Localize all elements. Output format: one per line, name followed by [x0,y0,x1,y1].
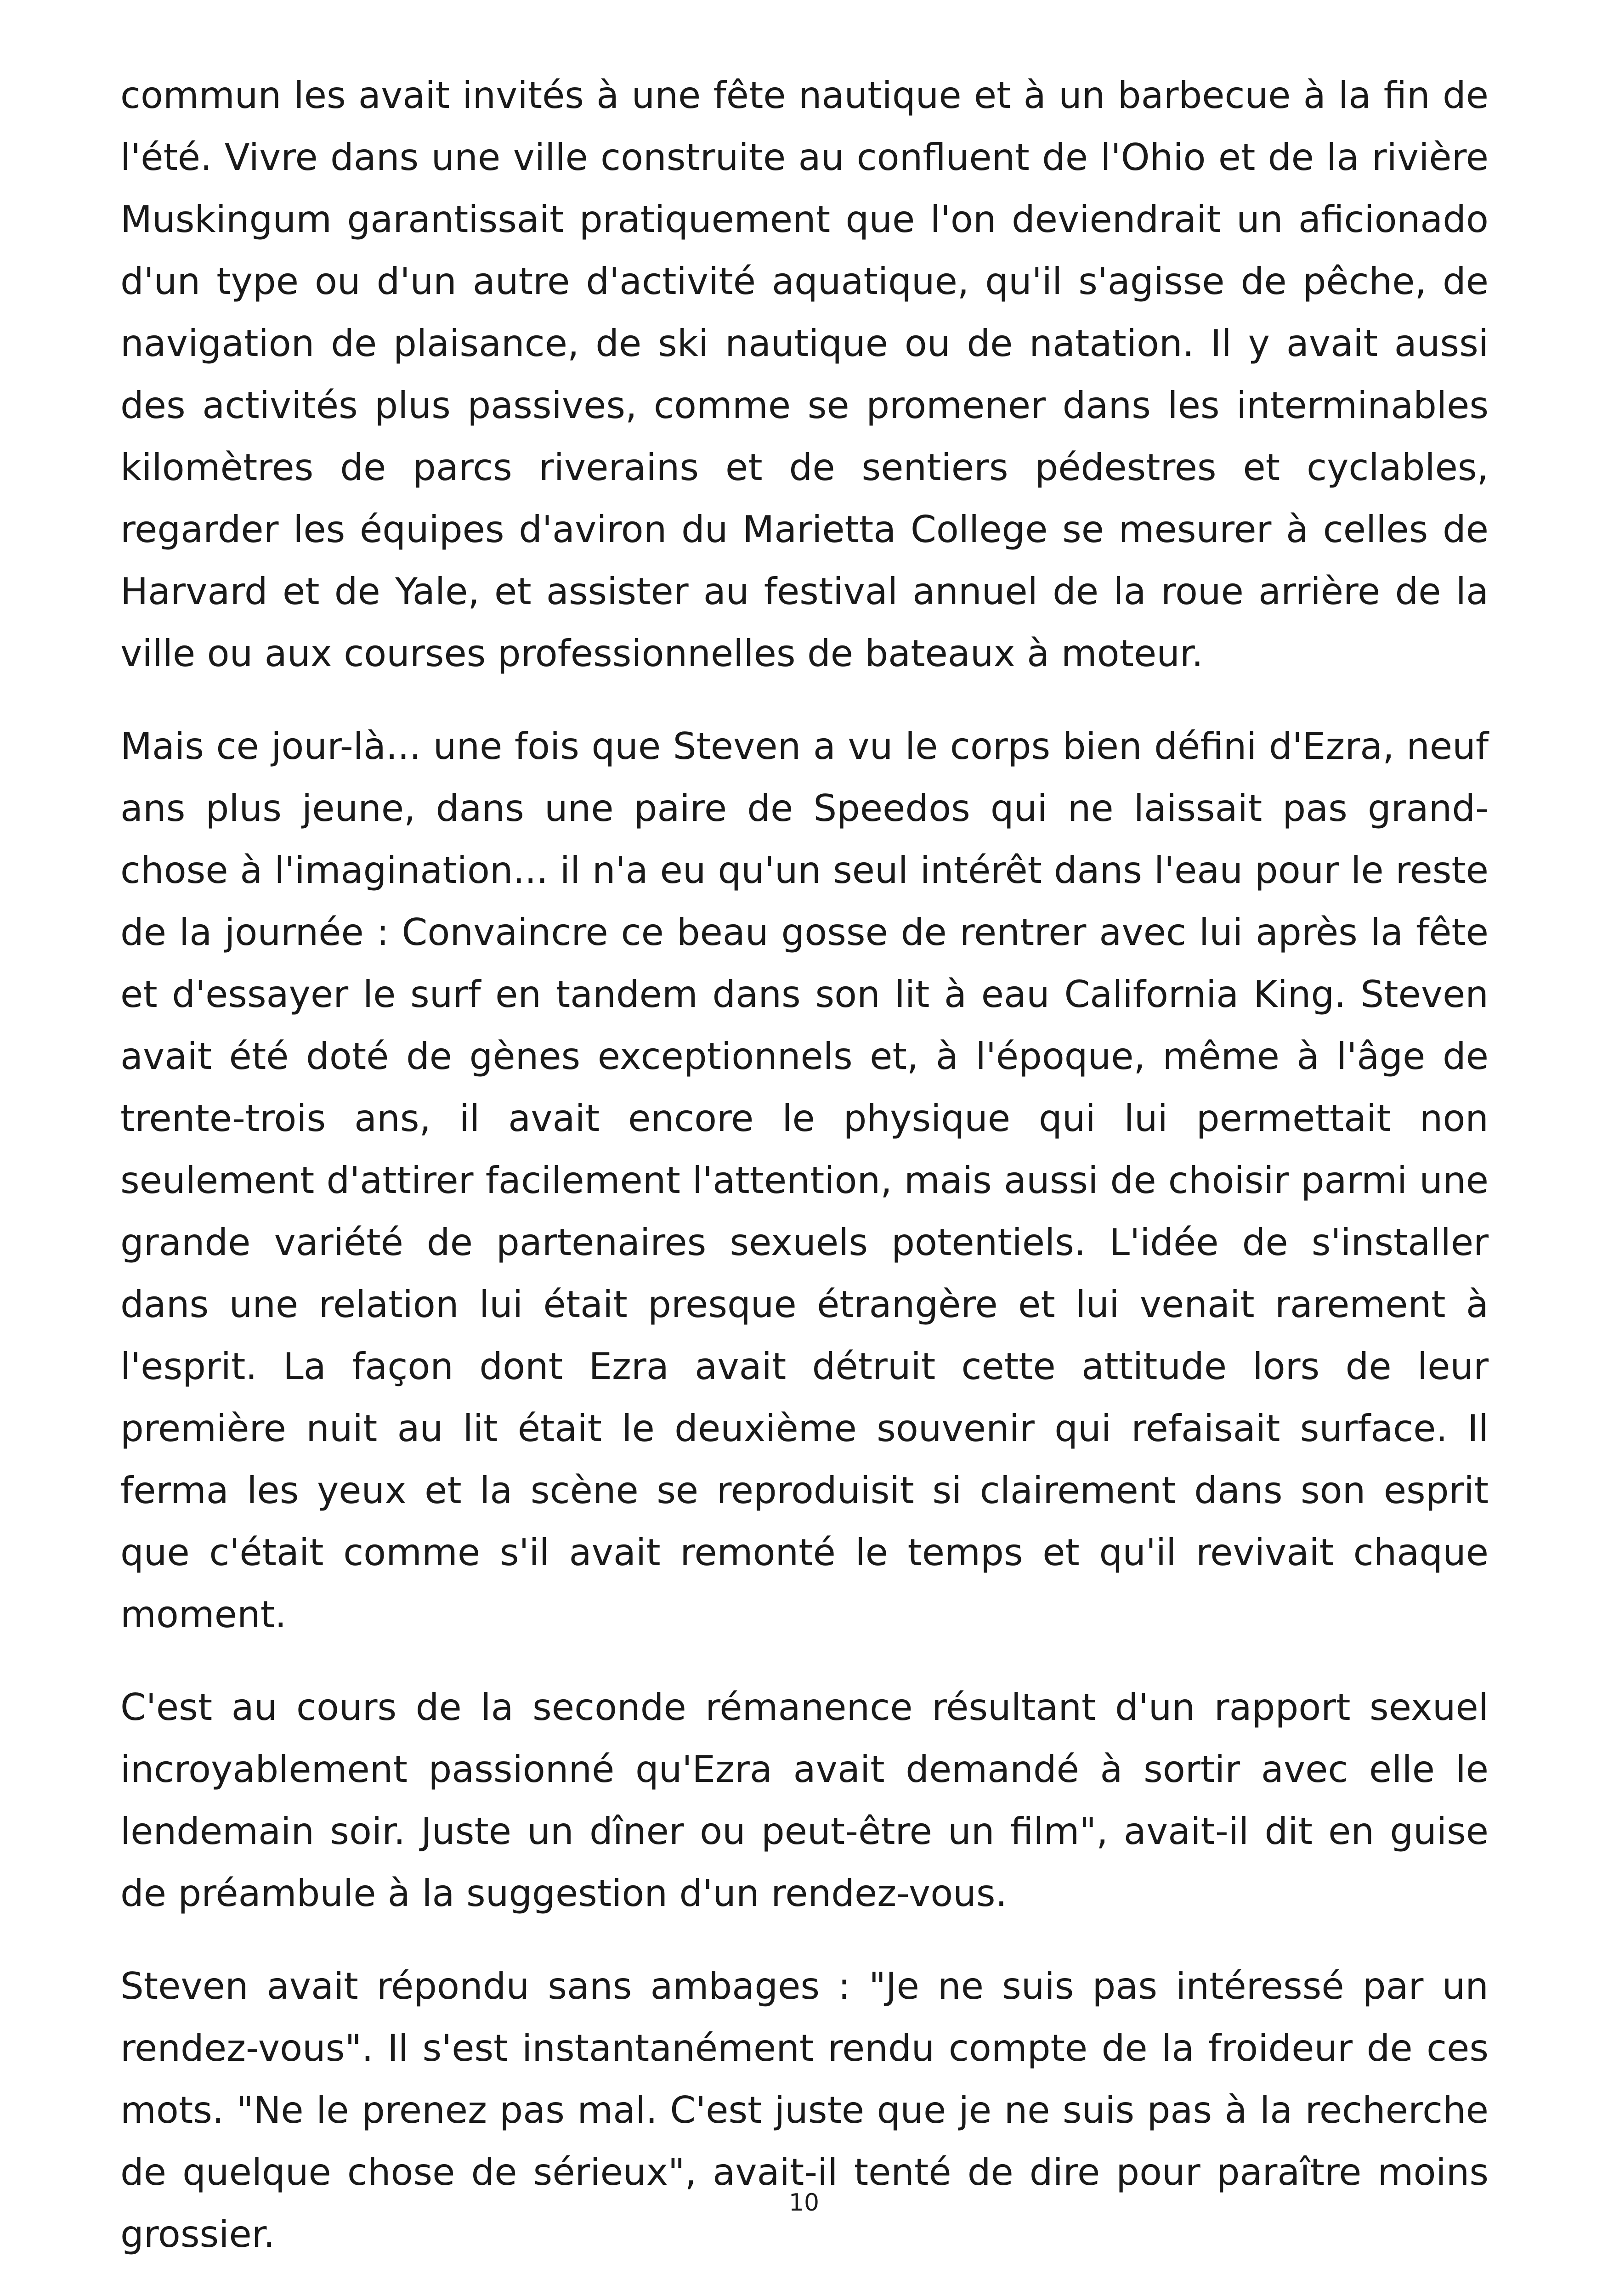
paragraph-3: C'est au cours de la seconde rémanence résultant d'un rapport sexuel incroyablement passionné qu'Ezra avait demandé à sortir avec elle le lendemain soir. Juste un dîner ou peut-être un film", avait-il dit en guise de préambule à la suggestion d'un rendez-vous. [120,1686,1489,1915]
paragraph-1: commun les avait invités à une fête nautique et à un barbecue à la fin de l'été. Vivre dans une ville construite au confluent de l'Ohio et de la rivière Muskingum garantissait pratiquement que l'on deviendrait un aficionado d'un type ou d'un autre d'activité aquatique, qu'il s'agisse de pêche, de navigation de plaisance, de ski nautique ou de natation. Il y avait aussi des activités plus passives, comme se promener dans les interminables kilomètres de parcs riverains et de sentiers pédestres et cyclables, regarder les équipes d'aviron du Marietta College se mesurer à celles de Harvard et de Yale, et assister au festival annuel de la roue arrière de la ville ou aux courses professionnelles de bateaux à moteur. [120,74,1489,675]
body-text [120,64,1489,2296]
paragraph-2: Mais ce jour-là... une fois que Steven a vu le corps bien défini d'Ezra, neuf ans plus jeune, dans une paire de Speedos qui ne laissait pas grand-chose à l'imagination... il n'a eu qu'un seul intérêt dans l'eau pour le reste de la journée : Convaincre ce beau gosse de rentrer avec lui après la fête et d'essayer le surf en tandem dans son lit à eau California King. Steven avait été doté de gènes exceptionnels et, à l'époque, même à l'âge de trente-trois ans, il avait encore le physique qui lui permettait non seulement d'attirer facilement l'attention, mais aussi de choisir parmi une grande variété de partenaires sexuels potentiels. L'idée de s'installer dans une relation lui était presque étrangère et lui venait rarement à l'esprit. La façon dont Ezra avait détruit cette attitude lors de leur première nuit au lit était le deuxième souvenir qui refaisait surface. Il ferma les yeux et la scène se reproduisit si clairement dans son esprit que c'était comme s'il avait remonté le temps et qu'il revivait chaque moment. [120,725,1489,1636]
page-number: 10 [788,2189,820,2217]
paragraph-4: Steven avait répondu sans ambages : "Je ne suis pas intéressé par un rendez-vous". Il s'est instantanément rendu compte de la froideur de ces mots. "Ne le prenez pas mal. C'est juste que je ne suis pas à la recherche de quelque chose de sérieux", avait-il tenté de dire pour paraître moins grossier. [120,1965,1489,2256]
